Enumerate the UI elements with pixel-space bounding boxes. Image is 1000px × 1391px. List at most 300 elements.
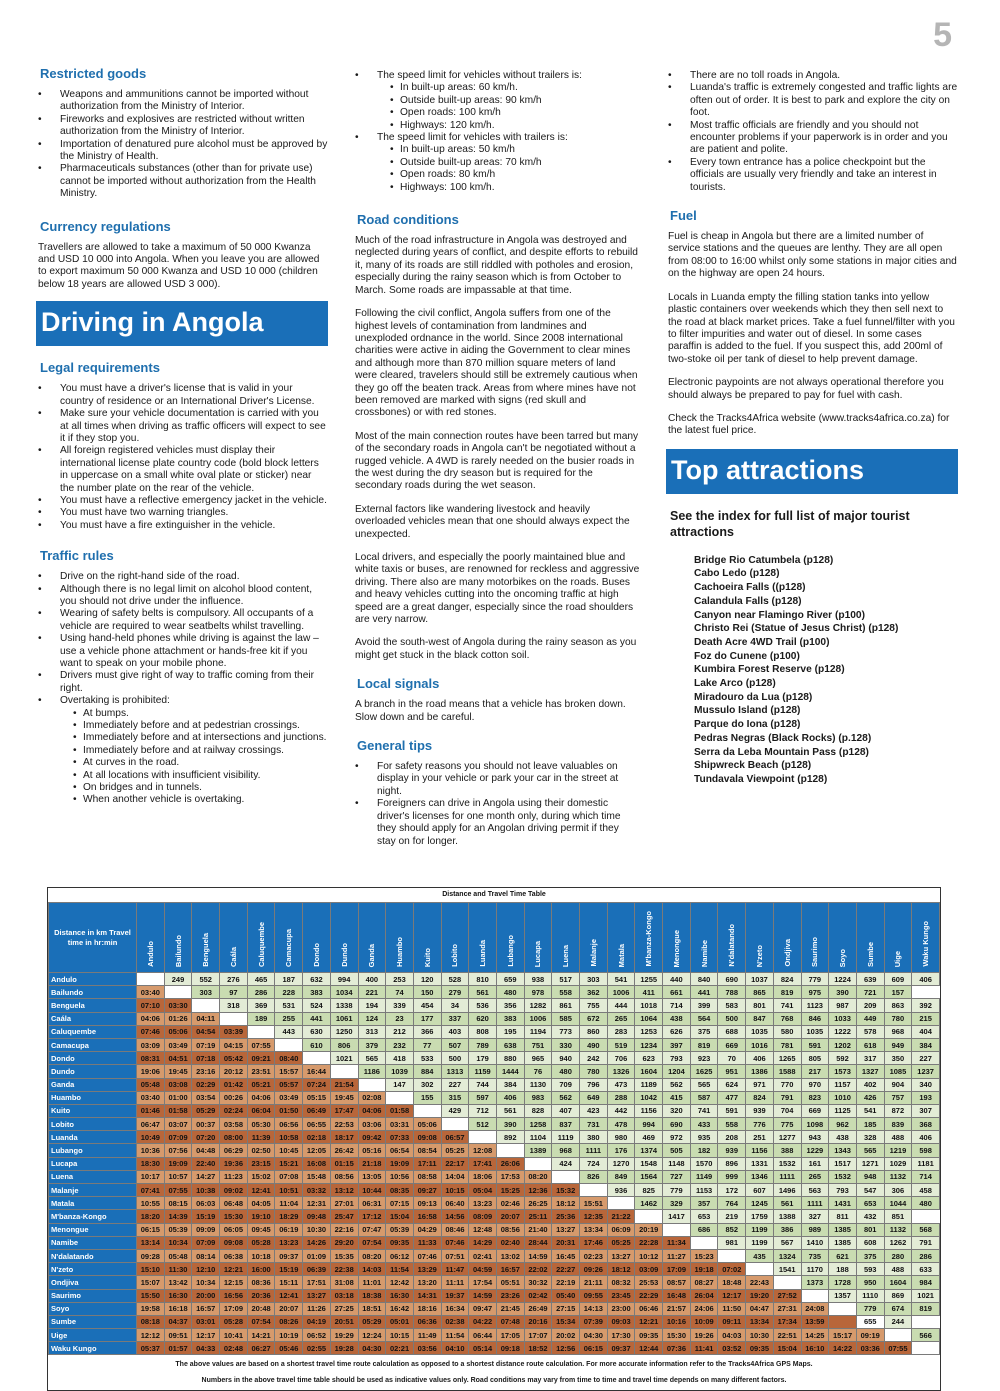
distance-cell: 1125 — [829, 1104, 857, 1117]
distance-cell: 712 — [469, 1104, 497, 1117]
time-cell: 05:48 — [164, 1249, 192, 1262]
list-item: • Outside built-up areas: 90 km/h — [390, 95, 640, 107]
traffic-list — [38, 571, 328, 807]
list-item: • Most traffic officials are friendly and you should not encounter problems if your paperwork is in order and you are patient and polite. — [668, 120, 958, 157]
distance-cell: 315 — [441, 1091, 469, 1104]
list-item: Death Acre 4WD Trail (p100) — [694, 636, 830, 648]
distance-cell: 97 — [220, 986, 248, 999]
distance-cell: 837 — [552, 1118, 580, 1131]
distance-cell: 458 — [912, 1184, 940, 1197]
distance-cell: 1234 — [635, 1038, 663, 1051]
column-header-label: Dundo — [339, 943, 349, 967]
distance-cell: 1016 — [746, 1038, 774, 1051]
distance-cell: 962 — [829, 1118, 857, 1131]
distance-cell: 1388 — [773, 1210, 801, 1223]
time-cell: 30:32 — [524, 1276, 552, 1289]
distance-cell: 607 — [746, 1184, 774, 1197]
distance-cell: 1410 — [801, 1236, 829, 1249]
distance-cell: 638 — [496, 1038, 524, 1051]
currency-text: Travellers are allowed to take a maximum of 50 000 Kwanza and USD 10 000 into Angola. When you leave you are allowed to export maximum 50 000 Kwanza and USD 10 000 (children below 18 years are allowed USD 3 000). — [38, 241, 320, 290]
time-cell: 00:37 — [192, 1118, 220, 1131]
table-row — [49, 1197, 940, 1210]
time-cell: 12:17 — [192, 1329, 220, 1342]
distance-cell: 368 — [912, 1118, 940, 1131]
column-header — [441, 903, 469, 973]
time-cell: 16:57 — [496, 1263, 524, 1276]
distance-cell: 1604 — [884, 1276, 912, 1289]
distance-cell: 1148 — [663, 1157, 691, 1170]
time-cell: 15:17 — [829, 1329, 857, 1342]
time-cell: 04:06 — [358, 1104, 386, 1117]
distance-cell: 1149 — [690, 1170, 718, 1183]
table-row — [49, 1184, 940, 1197]
distance-cell: 610 — [303, 1038, 331, 1051]
row-label: Ganda — [49, 1078, 137, 1091]
distance-cell: 438 — [663, 1012, 691, 1025]
row-label: Menongue — [49, 1223, 137, 1236]
distance-cell: 779 — [801, 973, 829, 986]
distance-cell: 155 — [413, 1091, 441, 1104]
speed-no-trailer-label: The speed limit for vehicles without trailers is: — [377, 70, 582, 81]
distance-cell: 276 — [220, 973, 248, 986]
distance-cell: 411 — [635, 986, 663, 999]
time-cell: 15:35 — [330, 1249, 358, 1262]
distance-cell: 789 — [469, 1038, 497, 1051]
time-cell: 02:24 — [220, 1104, 248, 1117]
column-header — [746, 903, 774, 973]
distance-cell: 1385 — [829, 1223, 857, 1236]
list-item: • You must have a fire extinguisher in the vehicle. — [38, 520, 328, 532]
table-row — [49, 1118, 940, 1131]
distance-cell: 714 — [663, 999, 691, 1012]
row-label: Ondjiva — [49, 1276, 137, 1289]
distance-cell: 669 — [718, 1038, 746, 1051]
distance-cell: 984 — [912, 1276, 940, 1289]
distance-cell: 1123 — [801, 999, 829, 1012]
distance-cell: 939 — [746, 1104, 774, 1117]
distance-cell: 279 — [441, 986, 469, 999]
distance-cell: 591 — [718, 1104, 746, 1117]
distance-cell: 1159 — [469, 1065, 497, 1078]
table-row — [49, 1223, 940, 1236]
distance-cell: 182 — [690, 1144, 718, 1157]
distance-cell: 1389 — [524, 1144, 552, 1157]
distance-cell: 801 — [856, 1223, 884, 1236]
list-item: • Open roads: 100 km/h — [390, 107, 640, 119]
distance-cell: 120 — [413, 973, 441, 986]
distance-cell: 1728 — [829, 1276, 857, 1289]
distance-cell: 375 — [856, 1249, 884, 1262]
distance-cell: 948 — [856, 1170, 884, 1183]
time-cell: 10:34 — [164, 1236, 192, 1249]
distance-cell: 217 — [801, 1065, 829, 1078]
time-cell: 11:39 — [247, 1131, 275, 1144]
distance-cell — [912, 1342, 940, 1355]
distance-cell: 968 — [884, 1025, 912, 1038]
time-cell: 19:29 — [330, 1329, 358, 1342]
distance-cell: 441 — [303, 1012, 331, 1025]
distance-cell: 632 — [303, 973, 331, 986]
distance-cell: 424 — [552, 1157, 580, 1170]
list-item: • When another vehicle is overtaking. — [73, 794, 328, 806]
time-cell: 10:34 — [192, 1276, 220, 1289]
row-label: Luena — [49, 1170, 137, 1183]
list-item: Shipwreck Beach (p128) — [694, 760, 812, 772]
distance-cell: 215 — [912, 1012, 940, 1025]
list-item: • Although there is no legal limit on alcohol blood content, you should not drive under the influence. — [38, 584, 328, 609]
time-cell: 17:05 — [496, 1329, 524, 1342]
time-cell: 12:42 — [386, 1276, 414, 1289]
list-item: • Make sure your vehicle documentation is carried with you at all times when driving as traffic officers will expect to see it if they stop you. — [38, 408, 328, 445]
time-cell: 09:08 — [220, 1236, 248, 1249]
time-cell: 14:39 — [164, 1210, 192, 1223]
distance-cell — [358, 1078, 386, 1091]
column-header-label: Lobito — [450, 944, 460, 967]
time-cell: 19:58 — [137, 1302, 165, 1315]
distance-cell: 819 — [912, 1302, 940, 1315]
distance-cell: 659 — [496, 973, 524, 986]
distance-cell: 265 — [801, 1170, 829, 1183]
time-cell: 12:24 — [358, 1329, 386, 1342]
distance-cell: 624 — [718, 1078, 746, 1091]
time-cell: 03:06 — [358, 1118, 386, 1131]
row-label: Dondo — [49, 1052, 137, 1065]
time-cell: 09:09 — [192, 1223, 220, 1236]
table-row — [49, 1025, 940, 1038]
distance-cell: 177 — [413, 1012, 441, 1025]
list-item: Christo Rei (Statue of Jesus Christ) (p128) — [694, 623, 899, 635]
distance-cell: 286 — [912, 1249, 940, 1262]
time-cell: 17:09 — [220, 1302, 248, 1315]
distance-cell: 70 — [718, 1052, 746, 1065]
time-cell: 05:06 — [413, 1118, 441, 1131]
distance-cell: 400 — [358, 973, 386, 986]
distance-cell: 779 — [856, 1302, 884, 1315]
distance-cell: 935 — [690, 1131, 718, 1144]
distance-cell: 1037 — [746, 973, 774, 986]
column-header-label: Caála — [228, 946, 238, 967]
distance-cell: 989 — [801, 1223, 829, 1236]
distance-cell: 357 — [690, 1197, 718, 1210]
time-cell: 15:30 — [663, 1329, 691, 1342]
time-cell: 11:47 — [441, 1263, 469, 1276]
time-cell: 07:09 — [164, 1131, 192, 1144]
distance-cell: 674 — [884, 1302, 912, 1315]
time-cell: 17:46 — [580, 1236, 608, 1249]
time-cell: 22:02 — [524, 1263, 552, 1276]
distance-cell: 1035 — [801, 1025, 829, 1038]
time-cell: 16:58 — [413, 1210, 441, 1223]
distance-cell: 943 — [801, 1131, 829, 1144]
distance-cell: 77 — [413, 1038, 441, 1051]
distance-cell: 793 — [829, 1184, 857, 1197]
distance-cell: 1219 — [884, 1144, 912, 1157]
distance-cell: 568 — [912, 1223, 940, 1236]
time-cell: 07:36 — [663, 1342, 691, 1355]
time-cell: 16:56 — [220, 1289, 248, 1302]
distance-cell: 994 — [635, 1118, 663, 1131]
distance-cell: 801 — [746, 999, 774, 1012]
column-header-label: Lubango — [505, 935, 515, 967]
distance-cell: 709 — [552, 1078, 580, 1091]
distance-cell: 860 — [580, 1025, 608, 1038]
list-item: • Weapons and ammunitions cannot be imported without authorization from the Ministry of Interior. — [38, 89, 328, 114]
distance-cell: 904 — [884, 1078, 912, 1091]
time-cell: 07:46 — [413, 1249, 441, 1262]
list-item: Bridge Rio Catumbela (p128) — [694, 554, 834, 566]
distance-cell: 406 — [746, 1052, 774, 1065]
page-number: 5 — [933, 16, 952, 54]
time-cell: 08:36 — [247, 1276, 275, 1289]
time-cell: 15:32 — [552, 1184, 580, 1197]
time-cell: 07:39 — [580, 1315, 608, 1328]
distance-cell: 406 — [912, 973, 940, 986]
distance-cell: 1625 — [690, 1065, 718, 1078]
time-cell: 05:51 — [496, 1276, 524, 1289]
row-label: Lobito — [49, 1118, 137, 1131]
distance-cell: 776 — [746, 1118, 774, 1131]
time-cell: 13:27 — [303, 1289, 331, 1302]
time-cell: 08:56 — [330, 1170, 358, 1183]
distance-cell: 558 — [552, 986, 580, 999]
distance-cell: 1385 — [829, 1236, 857, 1249]
time-cell: 06:39 — [303, 1263, 331, 1276]
time-cell: 09:47 — [469, 1302, 497, 1315]
distance-cell: 251 — [746, 1131, 774, 1144]
distance-cell: 1021 — [912, 1289, 940, 1302]
time-cell: 13:29 — [413, 1263, 441, 1276]
distance-cell: 686 — [690, 1223, 718, 1236]
column-header — [303, 903, 331, 973]
distance-cell: 744 — [469, 1078, 497, 1091]
overtaking-list — [38, 708, 328, 807]
distance-cell: 533 — [413, 1052, 441, 1065]
time-cell: 12:12 — [137, 1329, 165, 1342]
time-cell: 19:37 — [441, 1289, 469, 1302]
time-cell: 20:00 — [192, 1289, 220, 1302]
distance-cell — [330, 1065, 358, 1078]
distance-cell: 531 — [275, 999, 303, 1012]
time-cell: 07:55 — [164, 1184, 192, 1197]
column-header — [663, 903, 691, 973]
distance-cell: 307 — [912, 1104, 940, 1117]
distance-cell: 983 — [524, 1091, 552, 1104]
time-cell: 02:46 — [496, 1197, 524, 1210]
time-cell: 17:47 — [330, 1104, 358, 1117]
distance-cell: 949 — [884, 1038, 912, 1051]
list-item: • On bridges and in tunnels. — [73, 782, 328, 794]
list-item: • At curves in the road. — [73, 757, 328, 769]
time-cell: 16:00 — [247, 1263, 275, 1276]
distance-cell — [801, 1289, 829, 1302]
distance-cell: 1570 — [690, 1157, 718, 1170]
distance-cell: 1338 — [330, 999, 358, 1012]
row-label: Waku Kungo — [49, 1342, 137, 1355]
distance-cell: 1186 — [358, 1065, 386, 1078]
distance-cell: 232 — [386, 1038, 414, 1051]
time-cell: 05:29 — [192, 1104, 220, 1117]
distance-cell: 449 — [856, 1012, 884, 1025]
distance-cell: 849 — [607, 1170, 635, 1183]
distance-cell: 968 — [552, 1144, 580, 1157]
distance-cell: 779 — [663, 1184, 691, 1197]
time-cell: 15:02 — [247, 1170, 275, 1183]
time-cell: 20:02 — [552, 1329, 580, 1342]
distance-cell: 379 — [358, 1038, 386, 1051]
distance-cell: 585 — [552, 1012, 580, 1025]
time-cell: 06:12 — [386, 1249, 414, 1262]
time-cell: 12:41 — [247, 1184, 275, 1197]
distance-cell: 561 — [773, 1197, 801, 1210]
distance-cell: 775 — [773, 1118, 801, 1131]
distance-cell: 972 — [663, 1131, 691, 1144]
time-cell: 13:34 — [746, 1315, 774, 1328]
distance-cell: 313 — [358, 1025, 386, 1038]
distance-cell: 1156 — [746, 1144, 774, 1157]
time-cell: 12:10 — [192, 1263, 220, 1276]
distance-cell: 1431 — [829, 1197, 857, 1210]
list-item: • Immediately before and at railway crossings. — [73, 745, 328, 757]
distance-cell: 188 — [829, 1263, 857, 1276]
list-item: • In built-up areas: 50 km/h — [390, 144, 640, 156]
distance-cell: 583 — [718, 999, 746, 1012]
distance-cell: 320 — [663, 1104, 691, 1117]
distance-cell: 1021 — [330, 1052, 358, 1065]
time-cell: 09:03 — [607, 1315, 635, 1328]
row-label: Andulo — [49, 973, 137, 986]
time-cell: 09:27 — [413, 1184, 441, 1197]
distance-cell: 383 — [303, 986, 331, 999]
time-cell: 16:44 — [303, 1065, 331, 1078]
distance-cell: 633 — [912, 1263, 940, 1276]
time-cell: 13:23 — [469, 1197, 497, 1210]
table-corner-label: Distance in km Travel time in hr:min — [49, 903, 137, 973]
row-label: Caluquembe — [49, 1025, 137, 1038]
time-cell: 10:17 — [137, 1170, 165, 1183]
distance-cell: 1111 — [801, 1197, 829, 1210]
table-row — [49, 986, 940, 999]
time-cell: 03:08 — [164, 1078, 192, 1091]
time-cell: 03:40 — [137, 1091, 165, 1104]
time-cell: 07:18 — [192, 1052, 220, 1065]
table-row — [49, 1236, 940, 1249]
table-row — [49, 1263, 940, 1276]
time-cell: 04:54 — [192, 1025, 220, 1038]
distance-cell: 896 — [718, 1157, 746, 1170]
time-cell: 18:20 — [137, 1210, 165, 1223]
distance-cell: 623 — [635, 1052, 663, 1065]
time-cell: 04:37 — [164, 1315, 192, 1328]
distance-cell: 286 — [247, 986, 275, 999]
road-paragraph: External factors like wandering livestock and heavily overloaded vehicles mean that one should always expect the unexpected. — [355, 503, 630, 540]
distance-cell: 655 — [856, 1315, 884, 1328]
distance-cell: 302 — [413, 1078, 441, 1091]
distance-cell: 768 — [773, 1012, 801, 1025]
time-cell: 01:58 — [386, 1104, 414, 1117]
distance-cell: 1357 — [829, 1289, 857, 1302]
time-cell: 00:26 — [220, 1091, 248, 1104]
distance-cell: 34 — [441, 999, 469, 1012]
column-header — [358, 903, 386, 973]
time-cell: 04:05 — [247, 1197, 275, 1210]
time-cell: 02:29 — [192, 1078, 220, 1091]
distance-cell: 1132 — [884, 1223, 912, 1236]
column-header-label: Huambo — [395, 937, 405, 967]
distance-cell: 1265 — [773, 1052, 801, 1065]
list-item: • You must have a driver's license that is valid in your country of residence or an International Driver's License. — [38, 383, 328, 408]
time-cell: 11:49 — [413, 1329, 441, 1342]
time-cell: 08:09 — [469, 1210, 497, 1223]
distance-cell: 189 — [247, 1012, 275, 1025]
distance-cell: 791 — [912, 1236, 940, 1249]
distance-cell: 597 — [469, 1091, 497, 1104]
distance-cell: 193 — [912, 1091, 940, 1104]
distance-cell: 1181 — [912, 1157, 940, 1170]
list-item: • Outside built-up areas: 70 km/h — [390, 157, 640, 169]
distance-cell: 444 — [607, 999, 635, 1012]
column-left — [38, 66, 328, 817]
time-cell: 07:19 — [192, 1038, 220, 1051]
time-cell: 07:24 — [303, 1078, 331, 1091]
time-cell: 18:16 — [413, 1302, 441, 1315]
distance-cell: 23 — [386, 1012, 414, 1025]
distance-cell: 187 — [275, 973, 303, 986]
distance-cell: 598 — [912, 1144, 940, 1157]
distance-cell: 994 — [330, 973, 358, 986]
distance-cell — [192, 999, 220, 1012]
distance-cell: 564 — [690, 1012, 718, 1025]
column-header-label: Luanda — [478, 940, 488, 967]
table-row — [49, 1315, 940, 1328]
time-cell: 06:55 — [303, 1118, 331, 1131]
row-label: Caála — [49, 1012, 137, 1025]
list-item: • Wearing of safety belts is compulsory. All occupants of a vehicle are required to wear seatbelts whilst travelling. — [38, 608, 328, 633]
distance-cell: 318 — [220, 999, 248, 1012]
time-cell: 14:03 — [358, 1263, 386, 1276]
distance-cell: 418 — [386, 1052, 414, 1065]
time-cell — [829, 1315, 857, 1328]
distance-cell: 1222 — [829, 1025, 857, 1038]
table-row — [49, 1289, 940, 1302]
distance-cell: 306 — [884, 1184, 912, 1197]
distance-cell: 179 — [469, 1052, 497, 1065]
time-cell: 19:45 — [330, 1091, 358, 1104]
road-paragraph: Following the civil conflict, Angola suffers from one of the highest levels of contamination from landmines and unexploded ordnance in the world. Since 2008 international charities were active in aiding the Government to clear mines and although more than 870 million square meters of land were cleared, travelers should still be extremely cautious when they go off the beaten track. Areas from where mines have not been removed are marked with signs (red skull and crossbones) or with red stones. — [355, 308, 638, 419]
distance-cell: 480 — [552, 1065, 580, 1078]
list-item: • All foreign registered vehicles must display their international license plate country code (bold block letters in uppercase on a small white oval plate or sticker) near the number plate on the rear of the vehicle. — [38, 445, 328, 495]
column-header-label: Lucapa — [533, 940, 543, 967]
distance-cell: 1343 — [829, 1144, 857, 1157]
time-cell: 09:11 — [718, 1315, 746, 1328]
column-header — [496, 903, 524, 973]
column-header — [912, 903, 940, 973]
time-cell: 05:28 — [220, 1315, 248, 1328]
distance-cell: 443 — [275, 1025, 303, 1038]
distance-cell: 500 — [718, 1012, 746, 1025]
distance-cell: 375 — [690, 1025, 718, 1038]
time-cell: 11:27 — [663, 1249, 691, 1262]
time-cell: 10:15 — [386, 1329, 414, 1342]
time-cell: 26:49 — [524, 1302, 552, 1315]
fuel-paragraph: Locals in Luanda empty the filling station tanks into yellow plastic containers over weekends which they then sell next to the road at black market prices. Take a fuel funnel/filter with you to filter impurities and water out of diesel. In some cases paraffin is added to the fuel. If you suspect this, add 200ml of two-stoke oil per tank of diesel to help prevent damage. — [668, 291, 955, 365]
distance-cell: 157 — [884, 986, 912, 999]
distance-cell: 566 — [912, 1329, 940, 1342]
distance-cell: 403 — [441, 1025, 469, 1038]
time-cell: 09:42 — [358, 1131, 386, 1144]
time-cell: 05:57 — [275, 1078, 303, 1091]
road-paragraph: Local drivers, and especially the poorly maintained blue and white taxis or buses, are renowned for reckless and aggressive driving. There also are many motorbikes on the roads. Buses and heavy vehicles cutting into the oncoming traffic at high speed are a great danger, especially since the road shoulders are very narrow. — [355, 552, 640, 626]
time-cell: 19:36 — [220, 1157, 248, 1170]
